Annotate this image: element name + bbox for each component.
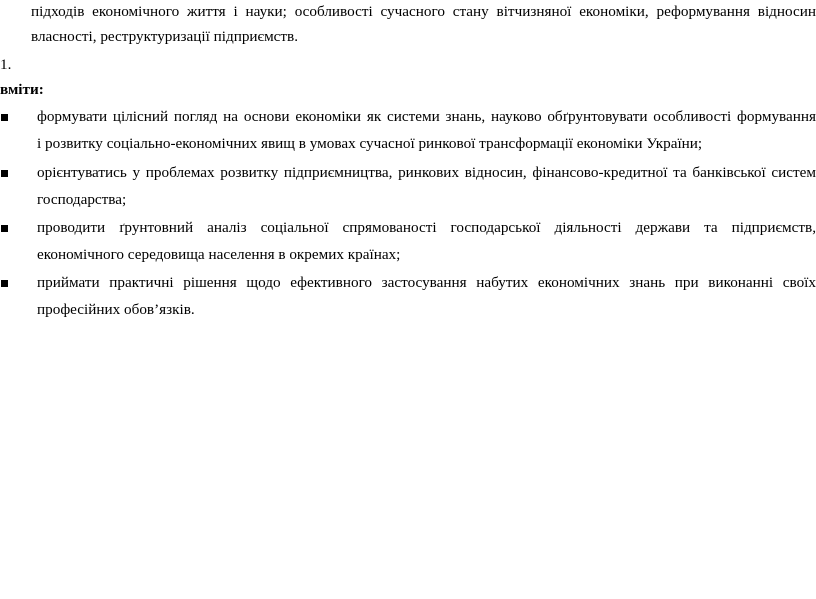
bullet-4-line-1: приймати практичні рішення щодо ефективного застосування набутих економічних знань при виконанні своїх [37,274,816,291]
square-bullet-icon [1,170,8,177]
square-bullet-icon [1,225,8,232]
bullet-2-line-2: господарства; [37,191,127,208]
square-bullet-icon [1,114,8,121]
intro-line-2: власності, реструктуризації підприємств. [31,28,299,45]
intro-line-1: підходів економічного життя і науки; особливості сучасного стану вітчизняної економіки, реформування відносин [31,3,816,20]
bullet-1-line-2: і розвитку соціально-економічних явищ в умовах сучасної ринкової трансформації економіки України; [37,135,703,152]
list-number: 1. [0,56,12,73]
bullet-1-line-1: формувати цілісний погляд на основи економіки як системи знань, науково обґрунтовувати особливості формування [37,108,816,125]
bullet-2-line-1: орієнтуватись у проблемах розвитку підприємництва, ринкових відносин, фінансово-кредитної та банківської систем [37,164,816,181]
bullet-3-line-1: проводити ґрунтовний аналіз соціальної спрямованості господарської діяльності держави та підприємств, [37,219,816,236]
section-heading: вміти: [0,81,44,98]
bullet-4-line-2: професійних обов’язків. [37,301,195,318]
bullet-3-line-2: економічного середовища населення в окремих країнах; [37,246,401,263]
square-bullet-icon [1,280,8,287]
